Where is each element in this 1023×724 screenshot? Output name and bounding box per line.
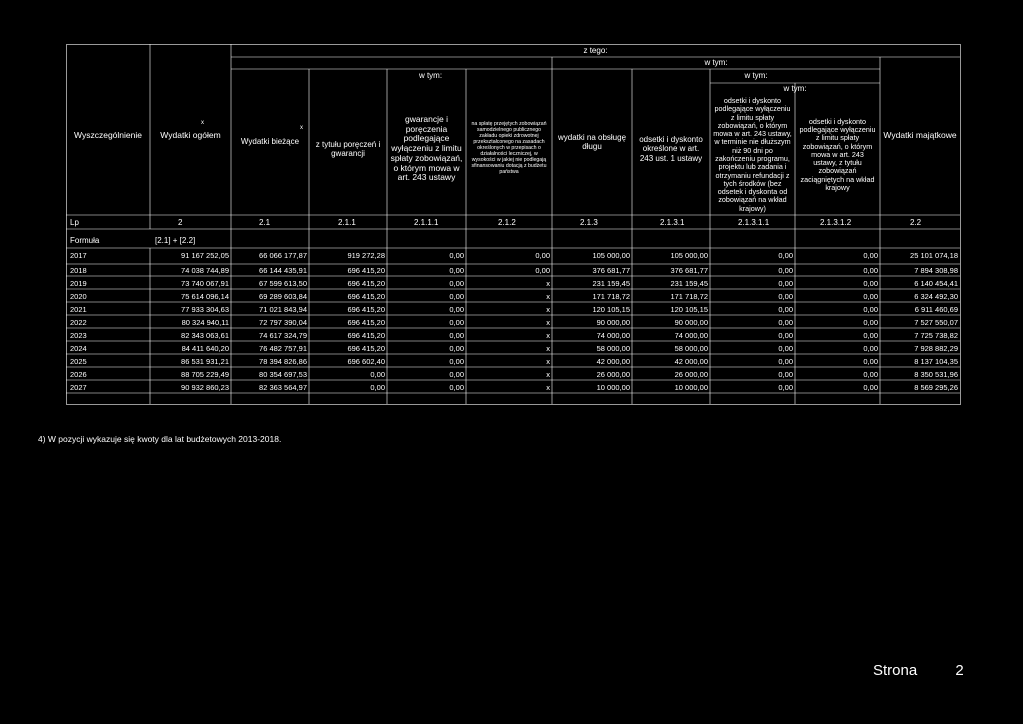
table-cell: x <box>546 305 550 314</box>
table-cell: 0,00 <box>778 292 793 301</box>
table-cell: 90 000,00 <box>674 318 708 327</box>
table-cell: 696 415,20 <box>347 344 385 353</box>
header-wydatki-biezace: Wydatki bieżące <box>240 137 300 147</box>
table-cell: 66 144 435,91 <box>259 266 307 275</box>
table-cell: 0,00 <box>778 331 793 340</box>
table-cell: 0,00 <box>449 383 464 392</box>
lp-cell: 2.1.3.1.2 <box>820 218 852 227</box>
table-cell: 0,00 <box>449 344 464 353</box>
table-cell: 6 324 492,30 <box>914 292 958 301</box>
row-year: 2018 <box>70 266 87 275</box>
table-cell: 171 718,72 <box>592 292 630 301</box>
table-cell: 0,00 <box>778 370 793 379</box>
table-cell: 84 411 640,20 <box>181 344 229 353</box>
header-gwarancje: gwarancje i poręczenia podlegające wyłączeniu z limitu spłaty zobowiązań, o którym mowa w art. 243 ustawy <box>390 113 463 183</box>
table-cell: 0,00 <box>863 318 878 327</box>
table-cell: 66 066 177,87 <box>259 251 307 260</box>
table-cell: 74 000,00 <box>596 331 630 340</box>
table-cell: 76 482 757,91 <box>259 344 307 353</box>
page-number <box>873 662 964 679</box>
table-cell: 74 038 744,89 <box>181 266 229 275</box>
table-cell: 696 415,20 <box>347 318 385 327</box>
table-cell: 171 718,72 <box>670 292 708 301</box>
table-cell: 0,00 <box>449 251 464 260</box>
table-cell: 10 000,00 <box>674 383 708 392</box>
table-cell: 90 000,00 <box>596 318 630 327</box>
table-cell: 77 933 304,63 <box>181 305 229 314</box>
table-cell: 7 928 882,29 <box>914 344 958 353</box>
table-cell: 0,00 <box>778 344 793 353</box>
row-year: 2026 <box>70 370 87 379</box>
header-w-tym-right: w tym: <box>744 71 768 81</box>
table-cell: 0,00 <box>449 266 464 275</box>
table-cell: x <box>546 370 550 379</box>
table-cell: 120 105,15 <box>670 305 708 314</box>
table-cell: 0,00 <box>449 370 464 379</box>
header-w-tym-top: w tym: <box>704 58 728 68</box>
table-cell: 80 354 697,53 <box>259 370 307 379</box>
row-year: 2023 <box>70 331 87 340</box>
table-cell: 80 324 940,11 <box>181 318 229 327</box>
table-cell: 105 000,00 <box>670 251 708 260</box>
table-cell: 7 725 738,82 <box>914 331 958 340</box>
table-cell: 7 894 308,98 <box>914 266 958 275</box>
table-cell: 0,00 <box>863 251 878 260</box>
table-cell: 0,00 <box>863 266 878 275</box>
table-cell: x <box>546 318 550 327</box>
table-cell: 0,00 <box>535 266 550 275</box>
table-cell: 0,00 <box>863 331 878 340</box>
header-wydatki-obsluge: wydatki na obsługę długu <box>557 132 627 151</box>
table-cell: 0,00 <box>863 305 878 314</box>
table-cell: 74 617 324,79 <box>259 331 307 340</box>
table-cell: 0,00 <box>449 279 464 288</box>
table-cell: 26 000,00 <box>596 370 630 379</box>
header-wydatki-majatkowe: Wydatki majątkowe <box>883 130 957 141</box>
table-cell: 919 272,28 <box>347 251 385 260</box>
table-cell: 8 137 104,35 <box>914 357 958 366</box>
table-cell: 0,00 <box>449 331 464 340</box>
footnote: 4) W pozycji wykazuje się kwoty dla lat budżetowych 2013-2018. <box>38 434 282 444</box>
table-cell: 696 415,20 <box>347 305 385 314</box>
table-cell: x <box>546 383 550 392</box>
table-cell: 58 000,00 <box>674 344 708 353</box>
table-cell: 0,00 <box>863 292 878 301</box>
table-cell: 0,00 <box>370 370 385 379</box>
table-cell: 69 289 603,84 <box>259 292 307 301</box>
header-odsetki-dyskonto: odsetki i dyskonto określone w art. 243 ust. 1 ustawy <box>639 135 703 163</box>
row-year: 2019 <box>70 279 87 288</box>
header-z-tytulu-poreczen: z tytułu poręczeń i gwarancji <box>315 139 381 158</box>
page-number-value: 2 <box>955 662 964 679</box>
table-cell: 696 415,20 <box>347 292 385 301</box>
table-cell: 0,00 <box>863 344 878 353</box>
table-cell: 71 021 843,94 <box>259 305 307 314</box>
table-cell: 10 000,00 <box>596 383 630 392</box>
table-cell: 74 000,00 <box>674 331 708 340</box>
header-w-tym-sub: w tym: <box>783 84 807 94</box>
lp-cell: 2.2 <box>910 218 922 227</box>
lp-cell: 2.1.1.1 <box>414 218 439 227</box>
table-cell: 231 159,45 <box>670 279 708 288</box>
table-cell: 26 000,00 <box>674 370 708 379</box>
formula-label: Formuła <box>70 236 100 245</box>
table-cell: 78 394 826,86 <box>259 357 307 366</box>
table-cell: 73 740 067,91 <box>181 279 229 288</box>
lp-cell: 2 <box>178 218 183 227</box>
header-z-tego: z tego: <box>583 45 608 55</box>
page-label: Strona <box>873 662 918 679</box>
row-year: 2024 <box>70 344 87 353</box>
table-cell: 0,00 <box>863 357 878 366</box>
header-wyszczegolnienie: Wyszczególnienie <box>74 130 142 141</box>
header-na-splate: na spłatę przejętych zobowiązań samodzielnego publicznego zakładu opieki zdrowotnej przekształconego na zasadach określonych w przepisach o działalności leczniczej, w wysokości w jakiej nie podlegają sfinansowaniu dotacją z budżetu państwa <box>471 121 547 175</box>
lp-cell: 2.1.2 <box>498 218 516 227</box>
table-cell: 696 415,20 <box>347 266 385 275</box>
table-cell: 0,00 <box>778 357 793 366</box>
table-cell: 0,00 <box>863 370 878 379</box>
table-cell: x <box>546 279 550 288</box>
table-cell: 376 681,77 <box>670 266 708 275</box>
row-year: 2017 <box>70 251 87 260</box>
table-cell: x <box>546 344 550 353</box>
row-year: 2025 <box>70 357 87 366</box>
header-mark: x <box>201 120 204 126</box>
table-cell: 0,00 <box>778 266 793 275</box>
table-cell: 7 527 550,07 <box>914 318 958 327</box>
table-cell: 72 797 390,04 <box>259 318 307 327</box>
header-odsetki-90-dni: odsetki i dyskonto podlegające wyłączeniu z limitu spłaty zobowiązań, o którym mowa w art. 243 ustawy, w terminie nie dłuższym niż 90 dni po zakończeniu programu, projektu lub zadania i otrzymaniu refundacji z tych środków (bez odsetek i dyskonta od zobowiązań na wkład krajowy) <box>713 96 792 213</box>
table-cell: 82 363 564,97 <box>259 383 307 392</box>
table-cell: 376 681,77 <box>592 266 630 275</box>
row-year: 2020 <box>70 292 87 301</box>
table-cell: 25 101 074,18 <box>910 251 958 260</box>
lp-cell: 2.1.3.1 <box>660 218 685 227</box>
table-cell: 90 932 860,23 <box>181 383 229 392</box>
lp-cell: 2.1.1 <box>338 218 356 227</box>
table-cell: 0,00 <box>778 305 793 314</box>
table-cell: 58 000,00 <box>596 344 630 353</box>
header-wydatki-ogolem: Wydatki ogółem <box>160 130 221 141</box>
table-cell: 0,00 <box>449 305 464 314</box>
table-cell: 42 000,00 <box>596 357 630 366</box>
table-cell: 91 167 252,05 <box>181 251 229 260</box>
table-cell: 86 531 931,21 <box>181 357 229 366</box>
table-cell: 75 614 096,14 <box>181 292 229 301</box>
table-cell: 120 105,15 <box>592 305 630 314</box>
row-year: 2021 <box>70 305 87 314</box>
table-cell: 0,00 <box>778 251 793 260</box>
header-w-tym-left: w tym: <box>418 71 443 81</box>
table-cell: x <box>546 331 550 340</box>
table-cell: 42 000,00 <box>674 357 708 366</box>
table-cell: 67 599 613,50 <box>259 279 307 288</box>
lp-cell: 2.1.3 <box>580 218 598 227</box>
formula-value: [2.1] + [2.2] <box>155 236 196 245</box>
table-cell: 8 350 531,96 <box>914 370 958 379</box>
header-mark: x <box>300 125 303 131</box>
table-cell: 231 159,45 <box>592 279 630 288</box>
table-cell: 696 602,40 <box>347 357 385 366</box>
table-cell: 6 911 460,69 <box>914 305 958 314</box>
table-cell: 105 000,00 <box>592 251 630 260</box>
table-cell: 0,00 <box>449 292 464 301</box>
table-cell: 0,00 <box>449 318 464 327</box>
table-cell: 0,00 <box>449 357 464 366</box>
table-cell: 0,00 <box>863 279 878 288</box>
table-cell: 696 415,20 <box>347 279 385 288</box>
table-cell: 82 343 063,61 <box>181 331 229 340</box>
lp-cell: 2.1 <box>259 218 271 227</box>
table-cell: x <box>546 357 550 366</box>
table-cell: 8 569 295,26 <box>914 383 958 392</box>
table-cell: 696 415,20 <box>347 331 385 340</box>
table-cell: 88 705 229,49 <box>181 370 229 379</box>
lp-cell: 2.1.3.1.1 <box>738 218 770 227</box>
table-cell: 0,00 <box>778 383 793 392</box>
table-cell: 0,00 <box>863 383 878 392</box>
table-cell: 0,00 <box>778 318 793 327</box>
table-cell: x <box>546 292 550 301</box>
row-year: 2022 <box>70 318 87 327</box>
table-cell: 0,00 <box>778 279 793 288</box>
table-cell: 0,00 <box>370 383 385 392</box>
header-odsetki-wklad: odsetki i dyskonto podlegające wyłączeniu z limitu spłaty zobowiązań, o którym mowa w art. 243 ustawy, z tytułu zobowiązań zaciągniętych na wkład krajowy <box>799 116 876 192</box>
table-cell: 6 140 454,41 <box>914 279 958 288</box>
row-year: 2027 <box>70 383 87 392</box>
table-cell: 0,00 <box>535 251 550 260</box>
lp-label: Lp <box>70 218 79 227</box>
